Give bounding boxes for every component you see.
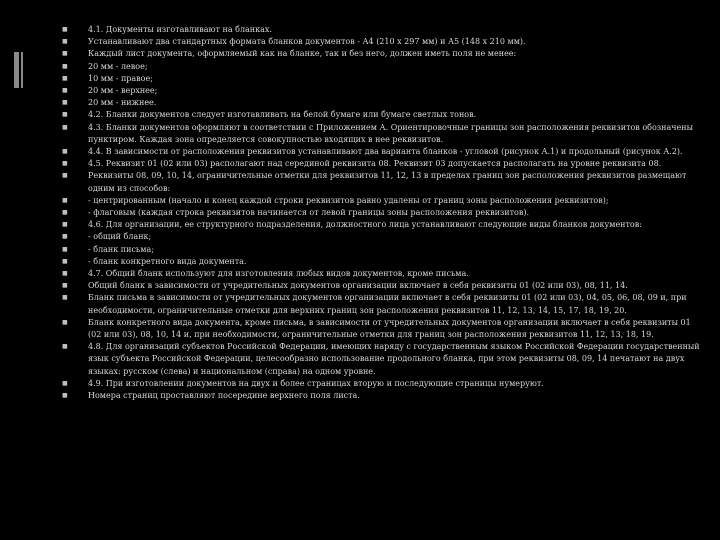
- list-item: [62, 170, 702, 194]
- bullet-icon: ■: [62, 62, 68, 70]
- bullet-icon: ■: [62, 38, 68, 46]
- list-item: [62, 341, 702, 378]
- list-item-text: Бланк конкретного вида документа, кроме письма, в зависимости от учредительных документов организации включает в себя реквизиты 01 (02 или 03), 08, 10, 14 и, при необходимости, ограничительные отметки для границ зон расположения реквизитов 11, 12, 13, 18, 19.: [88, 317, 691, 340]
- bullet-icon: ■: [62, 257, 68, 265]
- bullet-icon: ■: [62, 172, 68, 180]
- bullet-icon: ■: [62, 87, 68, 95]
- list-item: [62, 231, 702, 243]
- bullet-icon: ■: [62, 123, 68, 131]
- list-item: [62, 158, 702, 170]
- bullet-icon: ■: [62, 343, 68, 351]
- decorative-bars: [14, 52, 24, 92]
- bullet-icon: ■: [62, 318, 68, 326]
- list-item: [62, 207, 702, 219]
- list-item: [62, 317, 702, 341]
- list-item-text: 10 мм - правое;: [88, 73, 153, 83]
- list-item: [62, 280, 702, 292]
- bullet-icon: ■: [62, 148, 68, 156]
- list-item: [62, 61, 702, 73]
- list-item-text: 20 мм - левое;: [88, 61, 148, 71]
- list-item-text: 4.1. Документы изготавливают на бланках.: [88, 25, 272, 34]
- list-item-text: 20 мм - нижнее.: [88, 98, 157, 108]
- bullet-icon: ■: [62, 282, 68, 290]
- list-item-text: 4.4. В зависимости от расположения реквизитов устанавливают два варианта бланков - угловой (рисунок А.1) и продольный (рисунок А.2).: [88, 147, 683, 157]
- list-item: [62, 244, 702, 256]
- list-item-text: Каждый лист документа, оформляемый как на бланке, так и без него, должен иметь поля не менее:: [88, 49, 517, 59]
- list-item-text: 4.9. При изготовлении документов на двух и более страницах вторую и последующие страницы нумеруют.: [88, 378, 544, 388]
- bullet-icon: ■: [62, 50, 68, 58]
- bullet-icon: ■: [62, 379, 68, 387]
- bullet-icon: ■: [62, 392, 68, 400]
- bullet-icon: ■: [62, 26, 68, 33]
- bullet-icon: ■: [62, 245, 68, 253]
- bullet-icon: ■: [62, 221, 68, 229]
- list-item-text: Общий бланк в зависимости от учредительных документов организации включает в себя реквизиты 01 (02 или 03), 08, 11, 14.: [88, 281, 628, 291]
- list-item-text: Номера страниц проставляют посередине верхнего поля листа.: [88, 391, 360, 401]
- list-item: [62, 268, 702, 280]
- bullet-icon: ■: [62, 209, 68, 217]
- list-item: [62, 85, 702, 97]
- list-item: [62, 378, 702, 390]
- list-item: [62, 219, 702, 231]
- bullet-icon: ■: [62, 294, 68, 302]
- bullet-icon: ■: [62, 160, 68, 168]
- list-item-text: - флаговым (каждая строка реквизитов начинается от левой границы зоны расположения реквизитов).: [88, 208, 530, 218]
- list-item-text: 4.8. Для организаций субъектов Российской Федерации, имеющих наряду с государственным языком Российской Федерации государственный язык субъекта Российской Федерации, целесообразно использование продольного бланка, при этом реквизиты 08, 09, 14 печатают на двух языках: русском (слева) и национальном (справа) на одном уровне.: [88, 342, 700, 376]
- decorative-bar: [14, 52, 19, 88]
- bullet-icon: ■: [62, 196, 68, 204]
- list-item: [62, 73, 702, 85]
- list-item-text: 4.6. Для организации, ее структурного подразделения, должностного лица устанавливают следующие виды бланков документов:: [88, 220, 642, 230]
- list-item-text: 4.2. Бланки документов следует изготавливать на белой бумаге или бумаге светлых тонов.: [88, 110, 477, 120]
- list-item-text: - бланк конкретного вида документа.: [88, 256, 247, 266]
- list-item: [62, 146, 702, 158]
- list-item-text: 4.5. Реквизит 01 (02 или 03) располагают над серединой реквизита 08. Реквизит 03 допускается располагать на уровне реквизита 08.: [88, 159, 662, 169]
- bullet-list: [62, 24, 702, 402]
- list-item-text: 20 мм - верхнее;: [88, 86, 158, 96]
- list-item-text: 4.3. Бланки документов оформляют в соответствии с Приложением А. Ориентировочные границы зон расположения реквизитов обозначены пунктиром. Каждая зона определяется совокупностью входящих в нее реквизитов.: [88, 122, 693, 144]
- list-item: [62, 36, 702, 48]
- list-item-text: Бланк письма в зависимости от учредительных документов организации включает в себя реквизиты 01 (02 или 03), 04, 05, 06, 08, 09 и, при необходимости, ограничительные отметки для верхних границ зон расположения реквизитов 11, 12, 13, 14, 15, 17, 18, 19, 20.: [88, 293, 687, 315]
- bullet-icon: ■: [62, 74, 68, 82]
- list-item: [62, 24, 702, 36]
- list-item-text: 4.7. Общий бланк используют для изготовления любых видов документов, кроме письма.: [88, 269, 469, 279]
- list-item-text: - центрированным (начало и конец каждой строки реквизитов равно удалены от границ зоны расположения реквизитов);: [88, 195, 609, 205]
- list-item-text: - бланк письма;: [88, 244, 154, 254]
- list-item: [62, 122, 702, 146]
- list-item: [62, 390, 702, 402]
- bullet-icon: ■: [62, 270, 68, 278]
- bullet-icon: ■: [62, 99, 68, 107]
- bullet-icon: ■: [62, 111, 68, 119]
- list-item: [62, 256, 702, 268]
- list-item-text: Реквизиты 08, 09, 10, 14, ограничительные отметки для реквизитов 11, 12, 13 в пределах границ зон расположения реквизитов размещают одним из способов:: [88, 171, 687, 193]
- list-item-text: - общий бланк;: [88, 232, 152, 242]
- bullet-icon: ■: [62, 233, 68, 241]
- list-item-text: Устанавливают два стандартных формата бланков документов - А4 (210 x 297 мм) и А5 (148 x 210 мм).: [88, 37, 526, 47]
- list-item: [62, 48, 702, 60]
- list-item: [62, 109, 702, 121]
- list-item: [62, 97, 702, 109]
- decorative-bar: [21, 52, 23, 88]
- list-item: [62, 195, 702, 207]
- list-item: [62, 292, 702, 316]
